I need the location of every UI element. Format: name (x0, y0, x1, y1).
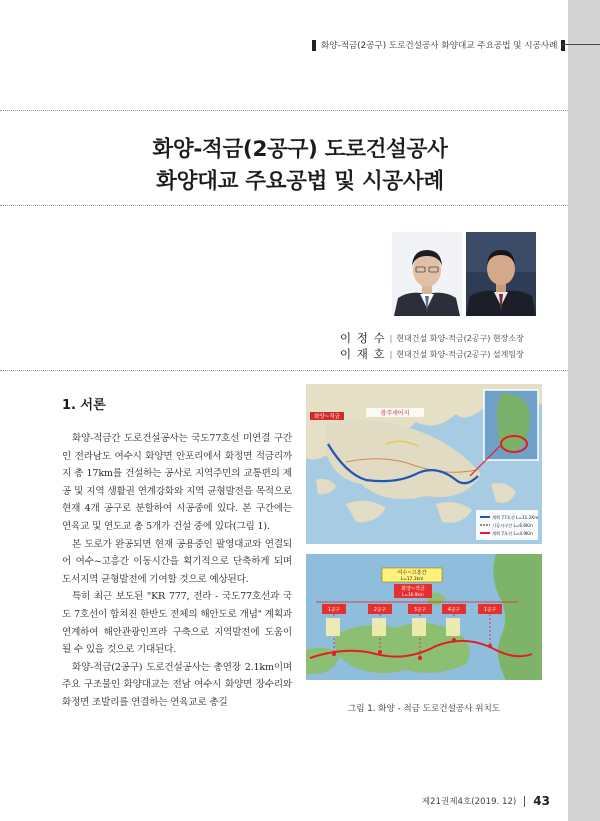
detail-map (306, 554, 542, 680)
author-2 (340, 346, 570, 362)
author-1-separator: | (389, 333, 393, 343)
issue-info: 제21권제4호(2019. 12) (421, 797, 517, 807)
side-tab (568, 0, 600, 821)
work-section-3: 3공구 (413, 608, 427, 613)
running-title: 화양-적금(2공구) 도로건설공사 화양대교 주요공법 및 시공사례 (321, 41, 558, 51)
work-section-1: 1공구 (327, 608, 341, 613)
page-number: 43 (533, 794, 550, 808)
map-label-section: 화양~적금 (314, 414, 340, 420)
section-heading: 1. 서론 (62, 398, 106, 413)
work-section-2: 2공구 (373, 608, 387, 613)
author-2-name: 이 재 호 (340, 347, 386, 361)
title-line-2: 화양대교 주요공법 및 시공사례 (156, 169, 444, 194)
author-photo-2 (466, 232, 536, 316)
legend-item-1: 계획 77호선 L=11.2Km (492, 515, 539, 520)
running-header (312, 38, 572, 52)
overview-map (306, 384, 542, 544)
footer-divider (524, 796, 525, 807)
divider-title (0, 205, 568, 206)
author-photo-1 (392, 232, 462, 316)
divider-authors (0, 370, 568, 371)
route-length: L=17.1km (400, 577, 424, 582)
section-label: 화양~적금 (401, 586, 425, 592)
paragraph-4: 화양-적금(2공구) 도로건설공사는 총연장 2.1km이며 주요 구조물인 화양대교는 전남 여수시 화양면 장수리와 화정면 조발리를 연결하는 연육교로 총길 (62, 661, 292, 708)
paragraph-2: 본 도로가 완공되면 현재 공용중인 팔영대교와 연결되어 여수~고흥간 이동시간을 획기적으로 단축하게 되며 도서지역 균형발전에 기여할 것으로 예상된다. (62, 538, 292, 585)
legend-item-2: 기공사구간 L=6.6Km (492, 523, 533, 528)
header-rule (562, 44, 600, 45)
body-text (62, 430, 292, 712)
author-1-name: 이 정 수 (340, 331, 386, 345)
title-line-1: 화양-적금(2공구) 도로건설공사 (152, 137, 448, 162)
work-section-4: 4공구 (447, 608, 461, 613)
figure-caption: 그림 1. 화양 - 적금 도로건설공사 위치도 (347, 704, 501, 714)
route-label: 여수~고흥간 (397, 570, 427, 576)
work-section-5: 1공구 (483, 608, 497, 613)
legend-item-3: 계획 7호선 L=4.9Km (492, 531, 533, 536)
author-1-affiliation: 현대건설 화양-적금(2공구) 현장소장 (396, 333, 524, 343)
author-2-separator: | (389, 349, 393, 359)
header-marker-end (561, 40, 565, 51)
location-figure (306, 384, 542, 680)
article-title (60, 134, 540, 198)
paragraph-3: 특히 최근 보도된 "KR 777, 전라 - 국도77호선과 국도 7호선이 합쳐진 한반도 전체의 해안도로 개념" 계획과 연계하여 해안관광인프라 구축으로 지역발전에 도움이 될 수 있을 것으로 기대된다. (62, 591, 292, 656)
author-2-affiliation: 현대건설 화양-적금(2공구) 설계팀장 (396, 349, 524, 359)
map-label-region: 광주세어지 (380, 410, 410, 417)
paragraph-1: 화양-적금간 도로건설공사는 국도77호선 미연결 구간인 전라남도 여수시 화양면 안포리에서 화정면 적금리까지 총 17km를 건설하는 공사로 지역주민의 교통편의 제공 및 지역 생활권 연계강화와 지역 균형발전을 목적으로 현재 4개 공구로 분할하여 시공중에 있다. 본 구간에는 연육교 및 연도교 총 5개가 건설 중에 있다(그림 1). (62, 433, 292, 532)
section-length: L=16.9km (402, 592, 424, 597)
header-marker (312, 40, 316, 51)
author-1 (340, 330, 570, 346)
page-footer (400, 794, 550, 808)
divider-top (0, 110, 568, 111)
